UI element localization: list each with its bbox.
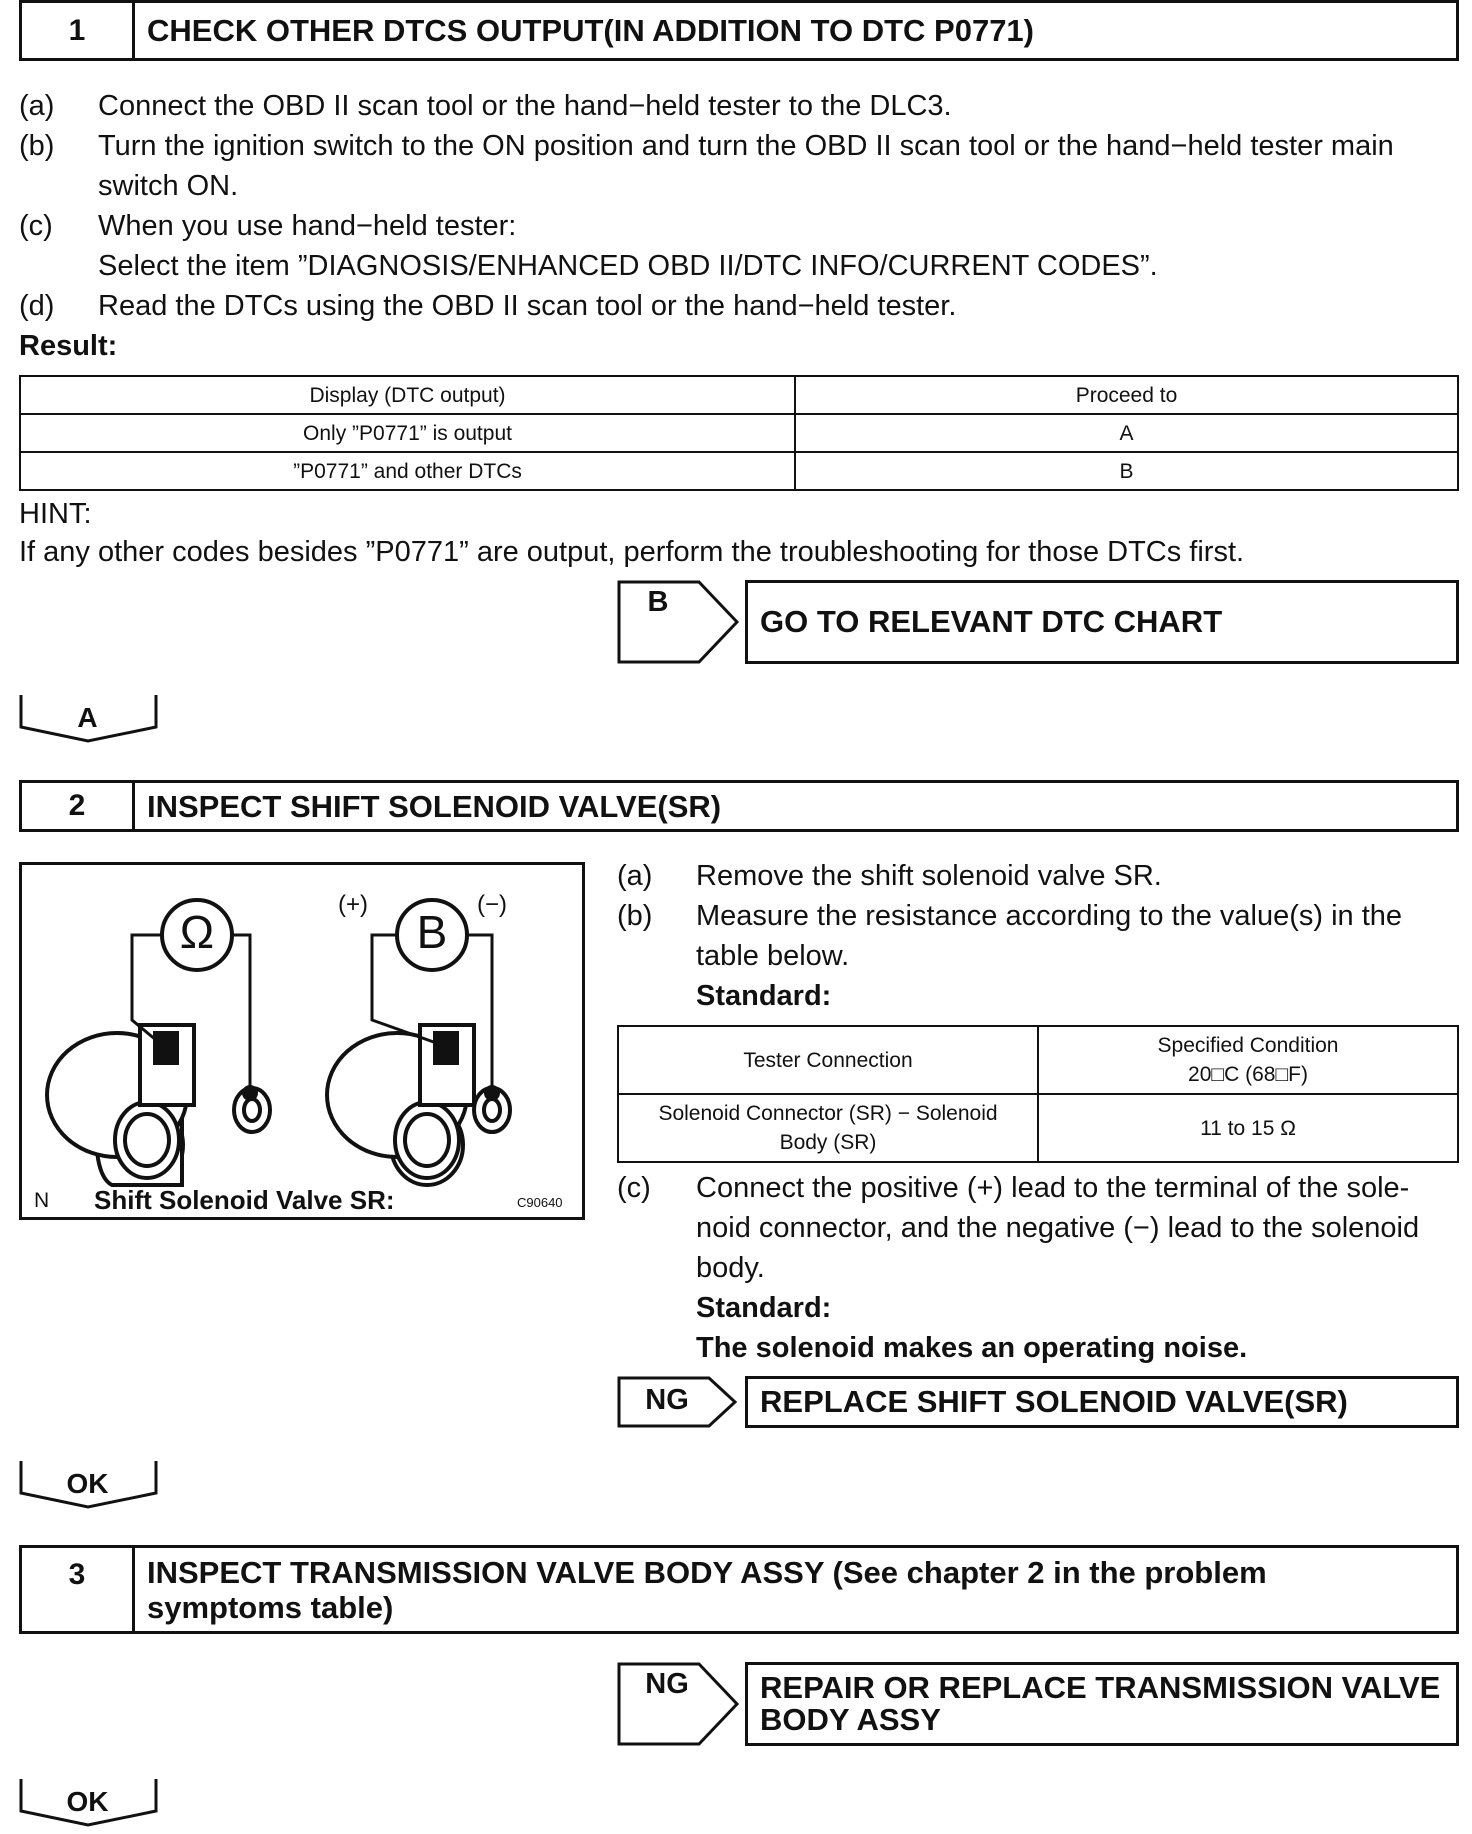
table-cell: B [795,452,1458,490]
instruction-text: When you use hand−held tester: [98,210,517,242]
table-cell: ”P0771” and other DTCs [20,452,795,490]
tester-connection-line: Body (SR) [779,1131,877,1154]
instruction-label: (c) [617,1172,651,1204]
next-arrow [19,1779,158,1827]
instruction-label: (d) [19,290,55,322]
instruction-text: Select the item ”DIAGNOSIS/ENHANCED OBD II/DTC INFO/CURRENT CODES”. [98,250,1158,282]
standard-text: The solenoid makes an operating noise. [696,1332,1248,1364]
instruction-label: (a) [617,860,653,892]
branch-action-box [745,580,1459,664]
standard-label: Standard: [696,980,832,1012]
step-number: 1 [22,3,135,58]
table-header-cell [1038,1026,1458,1094]
instruction-label: (c) [19,210,53,242]
table-cell [618,1094,1038,1162]
branch-action: GO TO RELEVANT DTC CHART [760,604,1223,639]
plus-label: (+) [338,891,368,918]
table-row [20,452,1458,490]
solenoid-illustration [19,862,585,1220]
next-label: OK [66,1468,109,1499]
next-arrow [19,695,158,743]
ohmmeter-solenoid [47,900,270,1185]
table-header-temperature: 20□C (68□F) [1188,1063,1308,1086]
ohmmeter-icon: Ω [179,906,215,958]
figure-corner-label: N [34,1189,50,1212]
standard-table [617,1025,1459,1163]
table-cell: A [795,414,1458,452]
branch-arrow [617,1662,741,1746]
hint-text: If any other codes besides ”P0771” are output, perform the troubleshooting for those DTCs first. [19,536,1245,568]
branch-action: REPLACE SHIFT SOLENOID VALVE(SR) [760,1384,1348,1419]
instruction-text: Connect the positive (+) lead to the terminal of the sole- [696,1172,1410,1204]
instruction-text: noid connector, and the negative (−) lead to the solenoid [696,1212,1420,1244]
step-3-header [19,1545,1459,1634]
tester-connection-line: Solenoid Connector (SR) − Solenoid [658,1102,998,1125]
step-title-line: symptoms table) [147,1589,394,1625]
step-1-header [19,0,1459,61]
instruction-text: table below. [696,940,850,972]
step-2-header [19,780,1459,832]
step-number: 2 [22,783,135,829]
step-title [135,1548,1456,1631]
step-number: 3 [22,1548,135,1631]
result-label: Result: [19,330,118,362]
branch-label: NG [645,1384,689,1416]
table-header: Tester Connection [618,1026,1038,1094]
instruction-label: (b) [617,900,653,932]
branch-action-line: BODY ASSY [760,1702,941,1737]
table-header: Proceed to [795,376,1458,414]
step-title-line: INSPECT TRANSMISSION VALVE BODY ASSY (See chapter 2 in the problem [147,1554,1267,1590]
branch-arrow [617,580,741,664]
instruction-text: Turn the ignition switch to the ON position and turn the OBD II scan tool or the hand−held tester main [98,130,1394,162]
instruction-text: Remove the shift solenoid valve SR. [696,860,1162,892]
next-arrow [19,1461,158,1509]
branch-action-box [745,1662,1459,1746]
table-header: Specified Condition [1157,1034,1339,1057]
branch-label: NG [645,1668,689,1700]
table-cell: 11 to 15 Ω [1038,1094,1458,1162]
minus-label: (−) [477,891,507,918]
instruction-label: (b) [19,130,55,162]
instruction-text: Measure the resistance according to the value(s) in the [696,900,1403,932]
instruction-text: switch ON. [98,170,239,202]
instruction-label: (a) [19,90,55,122]
step-title: INSPECT SHIFT SOLENOID VALVE(SR) [147,788,722,824]
figure-caption: Shift Solenoid Valve SR: [94,1185,395,1215]
standard-label: Standard: [696,1292,832,1324]
table-header: Display (DTC output) [20,376,795,414]
table-cell: Only ”P0771” is output [20,414,795,452]
branch-action-box [745,1376,1459,1428]
next-label: A [77,702,98,733]
next-label: OK [66,1786,109,1817]
table-row [20,414,1458,452]
branch-label: B [647,586,669,618]
instruction-text: Connect the OBD II scan tool or the hand−held tester to the DLC3. [98,90,952,122]
hint-label: HINT: [19,498,92,530]
result-table [19,375,1459,491]
instruction-text: Read the DTCs using the OBD II scan tool or the hand−held tester. [98,290,957,322]
branch-action-line: REPAIR OR REPLACE TRANSMISSION VALVE [760,1670,1441,1705]
branch-arrow [617,1376,741,1428]
instruction-text: body. [696,1252,765,1284]
step-title: CHECK OTHER DTCS OUTPUT(IN ADDITION TO DTC P0771) [147,13,1034,48]
figure-code: C90640 [517,1195,563,1210]
battery-icon: B [416,906,448,958]
table-row [618,1094,1458,1162]
